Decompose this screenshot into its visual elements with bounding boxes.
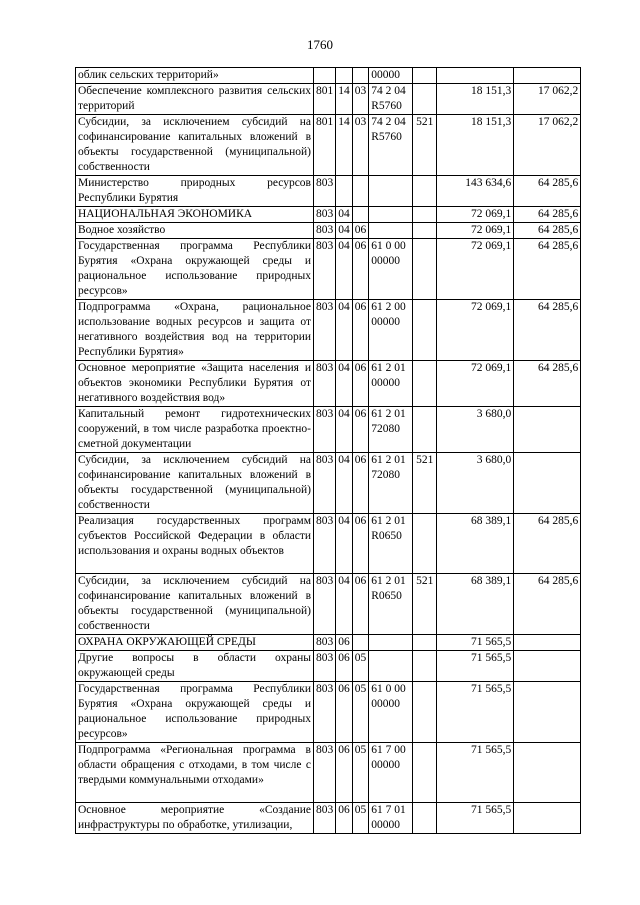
target-code-line-1: 61 2 01: [371, 515, 406, 527]
target-code: [369, 635, 413, 651]
target-code-line-1: 61 2 01: [371, 454, 406, 466]
budget-table: [75, 67, 581, 834]
amount-year-2: 64 285,6: [514, 361, 581, 407]
target-code: [369, 682, 413, 743]
amount-year-1: 71 565,5: [437, 682, 514, 743]
expense-type-code: [413, 176, 437, 207]
ministry-code: 803: [314, 207, 336, 223]
expense-type-code: [413, 84, 437, 115]
amount-year-1: 72 069,1: [437, 361, 514, 407]
target-code-line-2: 72080: [371, 469, 400, 481]
target-code-line-1: 61 2 01: [371, 362, 406, 374]
page-number: 1760: [307, 37, 333, 52]
subsection-code: [352, 176, 369, 207]
target-code: [369, 84, 413, 115]
section-code: 06: [336, 635, 353, 651]
expense-type-code: 521: [413, 574, 437, 635]
table-body: [76, 68, 581, 834]
row-name: Основное мероприятие «Защита населения и объектов экономики Республики Бурятия от негативного воздействия вод»: [76, 361, 314, 407]
table-row: [76, 803, 581, 834]
expense-type-code: [413, 743, 437, 803]
section-code: [336, 176, 353, 207]
amount-year-1: 71 565,5: [437, 651, 514, 682]
ministry-code: 803: [314, 514, 336, 574]
table-row: [76, 651, 581, 682]
row-name: Обеспечение комплексного развития сельских территорий: [76, 84, 314, 115]
target-code-line-2: 00000: [371, 819, 400, 831]
ministry-code: 803: [314, 453, 336, 514]
section-code: 04: [336, 207, 353, 223]
row-name: Субсидии, за исключением субсидий на софинансирование капитальных вложений в объекты государственной (муниципальной) собственности: [76, 574, 314, 635]
subsection-code: 06: [352, 300, 369, 361]
ministry-code: 803: [314, 651, 336, 682]
subsection-code: 06: [352, 514, 369, 574]
amount-year-1: 71 565,5: [437, 803, 514, 834]
expense-type-code: 521: [413, 115, 437, 176]
target-code: [369, 300, 413, 361]
ministry-code: 803: [314, 635, 336, 651]
row-name: Другие вопросы в области охраны окружающей среды: [76, 651, 314, 682]
target-code: [369, 207, 413, 223]
table-row: [76, 682, 581, 743]
ministry-code: [314, 68, 336, 84]
amount-year-1: 72 069,1: [437, 239, 514, 300]
table-row: [76, 743, 581, 803]
amount-year-2: 64 285,6: [514, 239, 581, 300]
amount-year-1: 72 069,1: [437, 207, 514, 223]
table-row: [76, 68, 581, 84]
ministry-code: 803: [314, 361, 336, 407]
expense-type-code: [413, 68, 437, 84]
amount-year-2: 64 285,6: [514, 574, 581, 635]
expense-type-code: [413, 300, 437, 361]
row-name: НАЦИОНАЛЬНАЯ ЭКОНОМИКА: [76, 207, 314, 223]
row-name: Государственная программа Республики Бурятия «Охрана окружающей среды и рациональное использование природных ресурсов»: [76, 682, 314, 743]
table-row: [76, 223, 581, 239]
section-code: 04: [336, 361, 353, 407]
amount-year-1: 3 680,0: [437, 453, 514, 514]
table-row: [76, 300, 581, 361]
amount-year-2: [514, 682, 581, 743]
amount-year-2: [514, 743, 581, 803]
amount-year-1: 71 565,5: [437, 635, 514, 651]
ministry-code: 803: [314, 407, 336, 453]
amount-year-2: 64 285,6: [514, 300, 581, 361]
target-code: [369, 176, 413, 207]
expense-type-code: [413, 407, 437, 453]
target-code-line-1: 74 2 04: [371, 116, 406, 128]
target-code: [369, 407, 413, 453]
target-code-line-2: 00000: [371, 698, 400, 710]
target-code-line-1: 61 0 00: [371, 683, 406, 695]
row-name: Подпрограмма «Региональная программа в области обращения с отходами, в том числе с твердыми коммунальными отходами»: [76, 743, 314, 803]
target-code-line-2: 00000: [371, 759, 400, 771]
target-code-line-1: 61 7 01: [371, 804, 406, 816]
table-row: [76, 514, 581, 574]
row-name: Субсидии, за исключением субсидий на софинансирование капитальных вложений в объекты государственной (муниципальной) собственности: [76, 115, 314, 176]
ministry-code: 803: [314, 803, 336, 834]
amount-year-1: 3 680,0: [437, 407, 514, 453]
subsection-code: 06: [352, 407, 369, 453]
amount-year-2: 64 285,6: [514, 514, 581, 574]
amount-year-1: 18 151,3: [437, 84, 514, 115]
ministry-code: 803: [314, 574, 336, 635]
section-code: [336, 68, 353, 84]
expense-type-code: [413, 514, 437, 574]
table-row: [76, 407, 581, 453]
target-code-line-2: 72080: [371, 423, 400, 435]
target-code-line-2: R5760: [371, 100, 402, 112]
target-code: [369, 514, 413, 574]
expense-type-code: 521: [413, 453, 437, 514]
table-row: [76, 207, 581, 223]
expense-type-code: [413, 223, 437, 239]
amount-year-2: 17 062,2: [514, 115, 581, 176]
target-code: [369, 574, 413, 635]
table-row: [76, 635, 581, 651]
expense-type-code: [413, 651, 437, 682]
subsection-code: 05: [352, 743, 369, 803]
amount-year-1: 71 565,5: [437, 743, 514, 803]
ministry-code: 803: [314, 239, 336, 300]
subsection-code: 06: [352, 453, 369, 514]
ministry-code: 803: [314, 176, 336, 207]
expense-type-code: [413, 682, 437, 743]
target-code-line-1: 61 7 00: [371, 744, 406, 756]
section-code: 06: [336, 682, 353, 743]
row-name: Субсидии, за исключением субсидий на софинансирование капитальных вложений в объекты государственной (муниципальной) собственности: [76, 453, 314, 514]
amount-year-2: 64 285,6: [514, 223, 581, 239]
row-name: Основное мероприятие «Создание инфраструктуры по обработке, утилизации,: [76, 803, 314, 834]
amount-year-2: 64 285,6: [514, 207, 581, 223]
amount-year-1: 72 069,1: [437, 300, 514, 361]
amount-year-1: 18 151,3: [437, 115, 514, 176]
target-code: [369, 651, 413, 682]
amount-year-1: 72 069,1: [437, 223, 514, 239]
amount-year-2: [514, 651, 581, 682]
target-code-line-2: R5760: [371, 131, 402, 143]
row-name: Реализация государственных программ субъектов Российской Федерации в области использования и охраны водных объектов: [76, 514, 314, 574]
expense-type-code: [413, 635, 437, 651]
section-code: 04: [336, 407, 353, 453]
table-row: [76, 361, 581, 407]
target-code-line-1: 61 2 00: [371, 301, 406, 313]
ministry-code: 803: [314, 682, 336, 743]
section-code: 04: [336, 239, 353, 300]
target-code-line-1: 74 2 04: [371, 85, 406, 97]
subsection-code: 06: [352, 223, 369, 239]
expense-type-code: [413, 803, 437, 834]
table-row: [76, 115, 581, 176]
row-name: ОХРАНА ОКРУЖАЮЩЕЙ СРЕДЫ: [76, 635, 314, 651]
section-code: 04: [336, 223, 353, 239]
expense-type-code: [413, 207, 437, 223]
target-code: [369, 239, 413, 300]
amount-year-2: [514, 68, 581, 84]
target-code-line-2: 00000: [371, 316, 400, 328]
target-code-line-2: 00000: [371, 255, 400, 267]
row-name: Водное хозяйство: [76, 223, 314, 239]
expense-type-code: [413, 361, 437, 407]
section-code: 04: [336, 453, 353, 514]
section-code: 06: [336, 803, 353, 834]
subsection-code: 06: [352, 574, 369, 635]
section-code: 04: [336, 300, 353, 361]
target-code: [369, 743, 413, 803]
table-row: [76, 176, 581, 207]
amount-year-2: 17 062,2: [514, 84, 581, 115]
amount-year-2: [514, 453, 581, 514]
ministry-code: 801: [314, 115, 336, 176]
target-code-line-1: 61 0 00: [371, 240, 406, 252]
table-row: [76, 453, 581, 514]
subsection-code: 03: [352, 115, 369, 176]
row-name: Подпрограмма «Охрана, рациональное использование водных ресурсов и защита от негативного воздействия вод на территории Республики Бурятия»: [76, 300, 314, 361]
target-code: [369, 68, 413, 84]
ministry-code: 803: [314, 223, 336, 239]
row-name: Государственная программа Республики Бурятия «Охрана окружающей среды и рациональное использование природных ресурсов»: [76, 239, 314, 300]
subsection-code: 05: [352, 651, 369, 682]
amount-year-1: 143 634,6: [437, 176, 514, 207]
amount-year-2: 64 285,6: [514, 176, 581, 207]
amount-year-2: [514, 803, 581, 834]
amount-year-1: 68 389,1: [437, 514, 514, 574]
target-code: [369, 223, 413, 239]
amount-year-2: [514, 407, 581, 453]
target-code-line-2: 00000: [371, 69, 400, 81]
section-code: 14: [336, 115, 353, 176]
section-code: 04: [336, 514, 353, 574]
target-code-line-1: 61 2 01: [371, 575, 406, 587]
amount-year-1: 68 389,1: [437, 574, 514, 635]
target-code: [369, 361, 413, 407]
target-code-line-2: R0650: [371, 590, 402, 602]
target-code: [369, 115, 413, 176]
subsection-code: 06: [352, 239, 369, 300]
section-code: 04: [336, 574, 353, 635]
amount-year-1: [437, 68, 514, 84]
subsection-code: [352, 68, 369, 84]
ministry-code: 801: [314, 84, 336, 115]
target-code: [369, 803, 413, 834]
subsection-code: 06: [352, 361, 369, 407]
section-code: 06: [336, 651, 353, 682]
row-name: облик сельских территорий»: [76, 68, 314, 84]
ministry-code: 803: [314, 743, 336, 803]
subsection-code: 05: [352, 803, 369, 834]
subsection-code: 05: [352, 682, 369, 743]
amount-year-2: [514, 635, 581, 651]
row-name: Капитальный ремонт гидротехнических сооружений, в том числе разработка проектно-сметной документации: [76, 407, 314, 453]
table-row: [76, 574, 581, 635]
section-code: 06: [336, 743, 353, 803]
subsection-code: [352, 635, 369, 651]
table-row: [76, 84, 581, 115]
target-code-line-2: R0650: [371, 530, 402, 542]
ministry-code: 803: [314, 300, 336, 361]
subsection-code: 03: [352, 84, 369, 115]
expense-type-code: [413, 239, 437, 300]
section-code: 14: [336, 84, 353, 115]
target-code-line-1: 61 2 01: [371, 408, 406, 420]
row-name: Министерство природных ресурсов Республики Бурятия: [76, 176, 314, 207]
target-code: [369, 453, 413, 514]
subsection-code: [352, 207, 369, 223]
table-row: [76, 239, 581, 300]
target-code-line-2: 00000: [371, 377, 400, 389]
